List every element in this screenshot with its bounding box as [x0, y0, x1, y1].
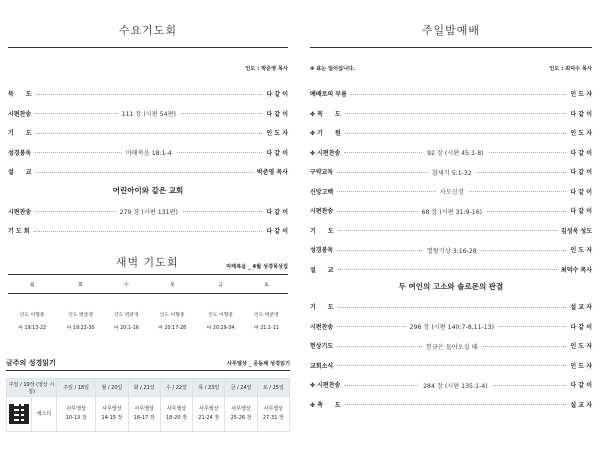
dotted-leader [36, 90, 263, 98]
dawn-day: 금 [196, 275, 244, 294]
sunday-order [310, 84, 592, 279]
bible-day-cell [193, 397, 225, 432]
dotted-leader [344, 381, 566, 389]
order-row [8, 84, 288, 104]
dawn-leader: 인도 이형중 [19, 313, 45, 318]
dotted-leader [337, 168, 566, 176]
order-person: 다 같 이 [570, 110, 592, 118]
bible-day-cell [96, 397, 128, 432]
order-content: 헌금은 들어오실 때 [422, 342, 482, 351]
order-label: 기 도 회 [8, 228, 30, 236]
order-label: 성경봉독 [310, 247, 334, 255]
bible-day-header: 금 / 24일 [225, 379, 257, 397]
dawn-day: 목 [148, 275, 196, 294]
order-person: 인 도 자 [266, 130, 288, 138]
wednesday-sermon-title: 어린아이와 같은 교회 [112, 185, 184, 195]
dotted-leader [35, 207, 262, 215]
order-row [310, 297, 592, 317]
sunday-evening-section [310, 0, 592, 414]
order-person: 다 같 이 [570, 382, 592, 390]
dawn-prayer-section [8, 254, 288, 336]
order-label: 신앙고백 [310, 188, 334, 196]
sunday-leader: 인도 : 최덕수 목사 [549, 66, 592, 72]
order-label: 교회소식 [310, 362, 334, 370]
order-person: 설 교 자 [570, 401, 592, 409]
order-label: 기 도 [310, 304, 334, 312]
bible-title: 금주의 성경읽기 [6, 359, 56, 367]
order-content: 279 장 (시편 131편) [116, 207, 182, 216]
dotted-leader [345, 129, 567, 137]
order-row [310, 143, 592, 163]
bible-day-header: 목 / 23일 [193, 379, 225, 397]
order-label: 기 도 [310, 227, 334, 235]
order-row [8, 162, 288, 182]
order-row [310, 240, 592, 260]
order-label: 설 교 [8, 169, 32, 177]
dotted-leader [338, 265, 557, 273]
dotted-leader [338, 303, 567, 311]
order-row [8, 104, 288, 124]
dotted-leader [35, 109, 262, 117]
order-label: 묵 도 [8, 91, 32, 99]
dawn-day: 화 [56, 275, 104, 294]
order-person: 다 같 이 [266, 91, 288, 99]
order-person: 다 같 이 [570, 188, 592, 196]
bible-day-cell [225, 397, 257, 432]
bible-book: 사무엘상 [166, 406, 187, 412]
order-person: 다 같 이 [266, 208, 288, 216]
bible-day-header: 화 / 21일 [128, 379, 160, 397]
bible-book: 사무엘상 [231, 406, 251, 412]
dotted-leader [337, 361, 566, 369]
dotted-leader [36, 129, 263, 137]
order-row [310, 182, 592, 202]
order-row [310, 317, 592, 337]
bible-day-header: 수 / 22일 [160, 379, 192, 397]
bible-reading-section [6, 356, 290, 432]
dawn-passage: 마 20:1-16 [114, 325, 139, 331]
order-label: ✤ 축 도 [310, 401, 341, 409]
bible-first-body: 에스더 [32, 397, 57, 432]
dotted-leader [337, 322, 566, 330]
sunday-sermon-title: 두 여인의 고소와 솔로몬의 판결 [398, 282, 504, 291]
order-label: 예배로의 부름 [310, 91, 347, 99]
dawn-leader: 인도 이형중 [208, 313, 233, 318]
order-row [8, 202, 288, 222]
bible-book: 사무엘상 [199, 406, 219, 412]
bible-chapters: 27-31 장 [262, 415, 284, 421]
order-row [310, 221, 592, 241]
dotted-leader [34, 227, 263, 235]
bible-day-cell [57, 397, 96, 432]
dotted-leader [345, 109, 567, 117]
order-row [310, 336, 592, 356]
dotted-leader [337, 342, 566, 350]
dawn-note: 마태복음 _ 4월 성경묵상집 [226, 264, 288, 270]
order-row [310, 375, 592, 395]
order-person: 다 같 이 [570, 323, 592, 331]
order-person: 설 교 자 [570, 304, 592, 312]
dawn-leader: 인도 이형중 [159, 313, 185, 318]
dawn-leader: 인도 박준영 [114, 313, 139, 318]
order-label: ✤ 기 원 [310, 130, 341, 138]
order-content: 잠세기 5:1-32 [428, 168, 476, 177]
order-label: 시편찬송 [310, 323, 334, 331]
dotted-leader [337, 246, 566, 254]
order-person: 다 같 이 [266, 149, 288, 157]
order-row [310, 84, 592, 104]
bible-day-header: 토 / 25일 [257, 379, 289, 397]
dotted-leader [338, 226, 557, 234]
wednesday-order [8, 84, 288, 182]
sunday-title: 주일밤예배 [421, 24, 481, 37]
order-person: 인 도 자 [570, 130, 592, 138]
bible-first-header: 주일 / 19장 (영상 시청) [7, 379, 57, 397]
order-person: 다 같 이 [266, 110, 288, 118]
order-row [8, 123, 288, 143]
bible-book: 사무엘상 [66, 406, 86, 412]
order-label: 구약교독 [310, 169, 334, 177]
order-row [8, 221, 288, 241]
wednesday-title: 수요기도회 [118, 24, 178, 37]
order-content: 사도신경 [436, 187, 468, 196]
wednesday-order-2 [8, 202, 288, 241]
order-person: 다 같 이 [266, 228, 288, 236]
bible-book: 사무엘상 [263, 406, 283, 412]
dawn-passage: 마 19:13-22 [18, 325, 47, 331]
dawn-title: 새벽 기도회 [115, 256, 179, 269]
dotted-leader [337, 187, 566, 195]
order-person: 최덕수 목사 [560, 266, 592, 274]
order-row [310, 123, 592, 143]
order-row [8, 143, 288, 163]
order-person: 다 같 이 [570, 149, 592, 157]
order-label: 기 도 [8, 130, 32, 138]
dawn-passage: 마 19:23-30 [66, 325, 95, 331]
dotted-leader [344, 148, 566, 156]
order-content: 68 장 (시편 31:9-16) [418, 207, 487, 216]
bible-chapters: 21-24 장 [198, 415, 220, 421]
order-row [310, 356, 592, 376]
order-label: 시편찬송 [8, 110, 32, 118]
dotted-leader [35, 148, 262, 156]
order-person: 인 도 자 [570, 91, 592, 99]
bible-book: 사무엘상 [134, 406, 154, 412]
order-label: 설 교 [310, 266, 334, 274]
dawn-day: 토 [245, 275, 288, 294]
bible-day-cell [160, 397, 192, 432]
order-row [310, 162, 592, 182]
order-content: 마태복음 18:1-4 [122, 148, 176, 157]
wednesday-prayer-section [8, 0, 288, 241]
order-person: 인 도 자 [570, 247, 592, 255]
dotted-leader [345, 400, 567, 408]
order-person: 다 같 이 [570, 169, 592, 177]
order-content: 296 장 (시편 140:7-8,11-13) [406, 322, 498, 331]
dotted-leader [351, 90, 567, 98]
bible-day-header: 주일 / 18일 [57, 379, 96, 397]
order-row [310, 395, 592, 415]
bible-day-header: 월 / 20일 [96, 379, 128, 397]
order-label: 성경봉독 [8, 149, 32, 157]
bible-chapters: 10-13 장 [65, 415, 87, 421]
bible-table [6, 378, 290, 432]
bible-book: 사무엘상 [102, 406, 122, 412]
dawn-passage: 마 21:1-11 [254, 325, 279, 331]
sunday-order-2 [310, 297, 592, 414]
order-label: ✤ 시편찬송 [310, 149, 341, 157]
order-label: ✤ 묵 도 [310, 110, 341, 118]
dawn-passage: 마 20:17-28 [158, 325, 187, 331]
order-person: 다 같 이 [570, 208, 592, 216]
order-label: ✤ 시편찬송 [310, 382, 341, 390]
bible-chapters: 25-26 장 [230, 415, 252, 421]
bible-day-cell [128, 397, 160, 432]
order-label: 시편찬송 [8, 208, 32, 216]
dawn-table [8, 275, 288, 336]
dawn-day: 수 [105, 275, 148, 294]
bible-note: 사무엘상 _ 공동체 성경읽기 [226, 360, 290, 367]
order-content: 열왕기상 3:16-28 [423, 246, 481, 255]
order-row [310, 201, 592, 221]
order-person: 박준영 목사 [256, 169, 288, 177]
order-person: 인 도 자 [570, 362, 592, 370]
dawn-leader: 인도 박준영 [68, 313, 93, 318]
bible-chapters: 14-15 장 [101, 415, 123, 421]
order-person: 김성욱 성도 [560, 227, 592, 235]
wednesday-leader: 인도 : 박준영 목사 [245, 66, 288, 72]
order-row [310, 260, 592, 280]
dawn-leader: 인도 박준영 [254, 313, 279, 318]
bible-chapters: 18-20 장 [166, 415, 187, 421]
order-content: 111 장 (시편 54편) [118, 109, 180, 118]
order-row [310, 104, 592, 124]
dotted-leader [36, 168, 253, 176]
order-content: 92 장 (시편 45:1-8) [423, 148, 488, 157]
bible-day-cell [257, 397, 289, 432]
qr-code-icon[interactable] [9, 404, 29, 424]
order-label: 시편찬송 [310, 208, 334, 216]
standing-note: ✤ 표는 일어섭니다. [310, 66, 356, 72]
dotted-leader [337, 207, 566, 215]
order-content: 284 장 (시편 135:1-4) [419, 381, 491, 390]
dawn-passage: 마 20:29-34 [206, 325, 235, 331]
bible-chapters: 16-17 장 [133, 415, 155, 421]
order-person: 인 도 자 [570, 343, 592, 351]
order-label: 헌상기도 [310, 343, 334, 351]
dawn-day: 월 [8, 275, 56, 294]
